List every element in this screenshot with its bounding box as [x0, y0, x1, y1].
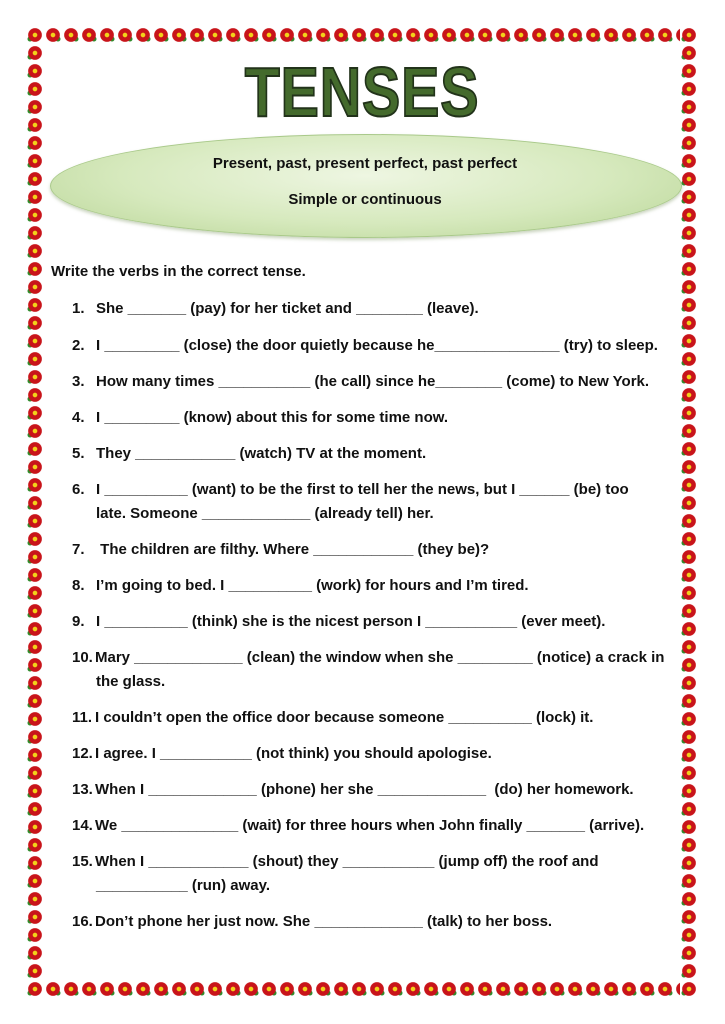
exercise-item — [72, 334, 682, 358]
exercise-number: 9. — [72, 613, 85, 630]
exercise-text-continued: the glass. — [96, 673, 166, 690]
exercise-text: She _______ (pay) for her ticket and ________ (leave). — [96, 300, 479, 317]
flower-border-top — [26, 26, 698, 44]
exercise-text: I couldn’t open the office door because someone __________ (lock) it. — [95, 709, 594, 726]
exercise-number: 4. — [72, 409, 85, 426]
exercise-item — [72, 778, 682, 802]
worksheet-title: TENSES — [245, 53, 480, 131]
exercise-text: The children are filthy. Where ____________ (they be)? — [96, 541, 490, 558]
exercise-item — [72, 814, 682, 838]
exercise-item — [72, 910, 682, 934]
exercise-number: 15. — [72, 853, 93, 870]
exercise-number: 12. — [72, 745, 93, 762]
exercise-item — [72, 478, 682, 526]
instructions: Write the verbs in the correct tense. — [51, 263, 306, 280]
exercise-item — [72, 850, 682, 898]
exercise-text: Don’t phone her just now. She _____________ (talk) to her boss. — [95, 913, 553, 930]
exercise-item — [72, 574, 682, 598]
exercise-number: 11. — [72, 709, 93, 726]
subtitle-line-2: Simple or continuous — [288, 191, 442, 208]
exercise-number: 5. — [72, 445, 85, 462]
exercise-text: Mary _____________ (clean) the window when she _________ (notice) a crack in — [95, 649, 665, 666]
exercise-text: I __________ (think) she is the nicest person I ___________ (ever meet). — [96, 613, 606, 630]
exercise-text: I’m going to bed. I __________ (work) for hours and I’m tired. — [96, 577, 529, 594]
exercise-text: How many times ___________ (he call) since he________ (come) to New York. — [96, 373, 650, 390]
exercise-item — [72, 610, 682, 634]
exercise-number: 14. — [72, 817, 93, 834]
exercise-number: 10. — [72, 649, 93, 666]
exercise-text: We ______________ (wait) for three hours when John finally _______ (arrive). — [95, 817, 645, 834]
exercise-text-continued: late. Someone _____________ (already tell) her. — [96, 505, 434, 522]
subtitle-line-1: Present, past, present perfect, past perfect — [212, 155, 518, 172]
title-area — [0, 52, 725, 132]
exercise-text: I _________ (close) the door quietly because he_______________ (try) to sleep. — [96, 337, 658, 354]
exercise-text: They ____________ (watch) TV at the moment. — [96, 445, 427, 462]
exercise-number: 8. — [72, 577, 85, 594]
exercise-number: 16. — [72, 913, 93, 930]
exercise-item — [72, 370, 682, 394]
flower-border-right — [680, 26, 698, 998]
exercise-item — [72, 297, 682, 321]
exercise-number: 7. — [72, 541, 85, 558]
exercise-text-continued: ___________ (run) away. — [96, 877, 271, 894]
exercise-item — [72, 406, 682, 430]
exercise-number: 2. — [72, 337, 85, 354]
flower-border-left — [26, 26, 44, 998]
exercise-text: When I _____________ (phone) her she _____________ (do) her homework. — [95, 781, 634, 798]
exercise-text: I agree. I ___________ (not think) you should apologise. — [95, 745, 492, 762]
exercise-text: I __________ (want) to be the first to tell her the news, but I ______ (be) too — [96, 481, 629, 498]
exercise-item — [72, 538, 682, 562]
subtitle-ellipse — [50, 134, 682, 238]
exercise-number: 1. — [72, 300, 85, 317]
exercise-number: 13. — [72, 781, 93, 798]
exercise-item — [72, 646, 682, 694]
exercise-item — [72, 706, 682, 730]
exercise-text: When I ____________ (shout) they ___________ (jump off) the roof and — [95, 853, 599, 870]
exercise-text: I _________ (know) about this for some time now. — [96, 409, 449, 426]
exercise-number: 6. — [72, 481, 85, 498]
exercise-number: 3. — [72, 373, 85, 390]
exercise-item — [72, 742, 682, 766]
flower-border-bottom — [26, 980, 698, 998]
exercise-item — [72, 442, 682, 466]
